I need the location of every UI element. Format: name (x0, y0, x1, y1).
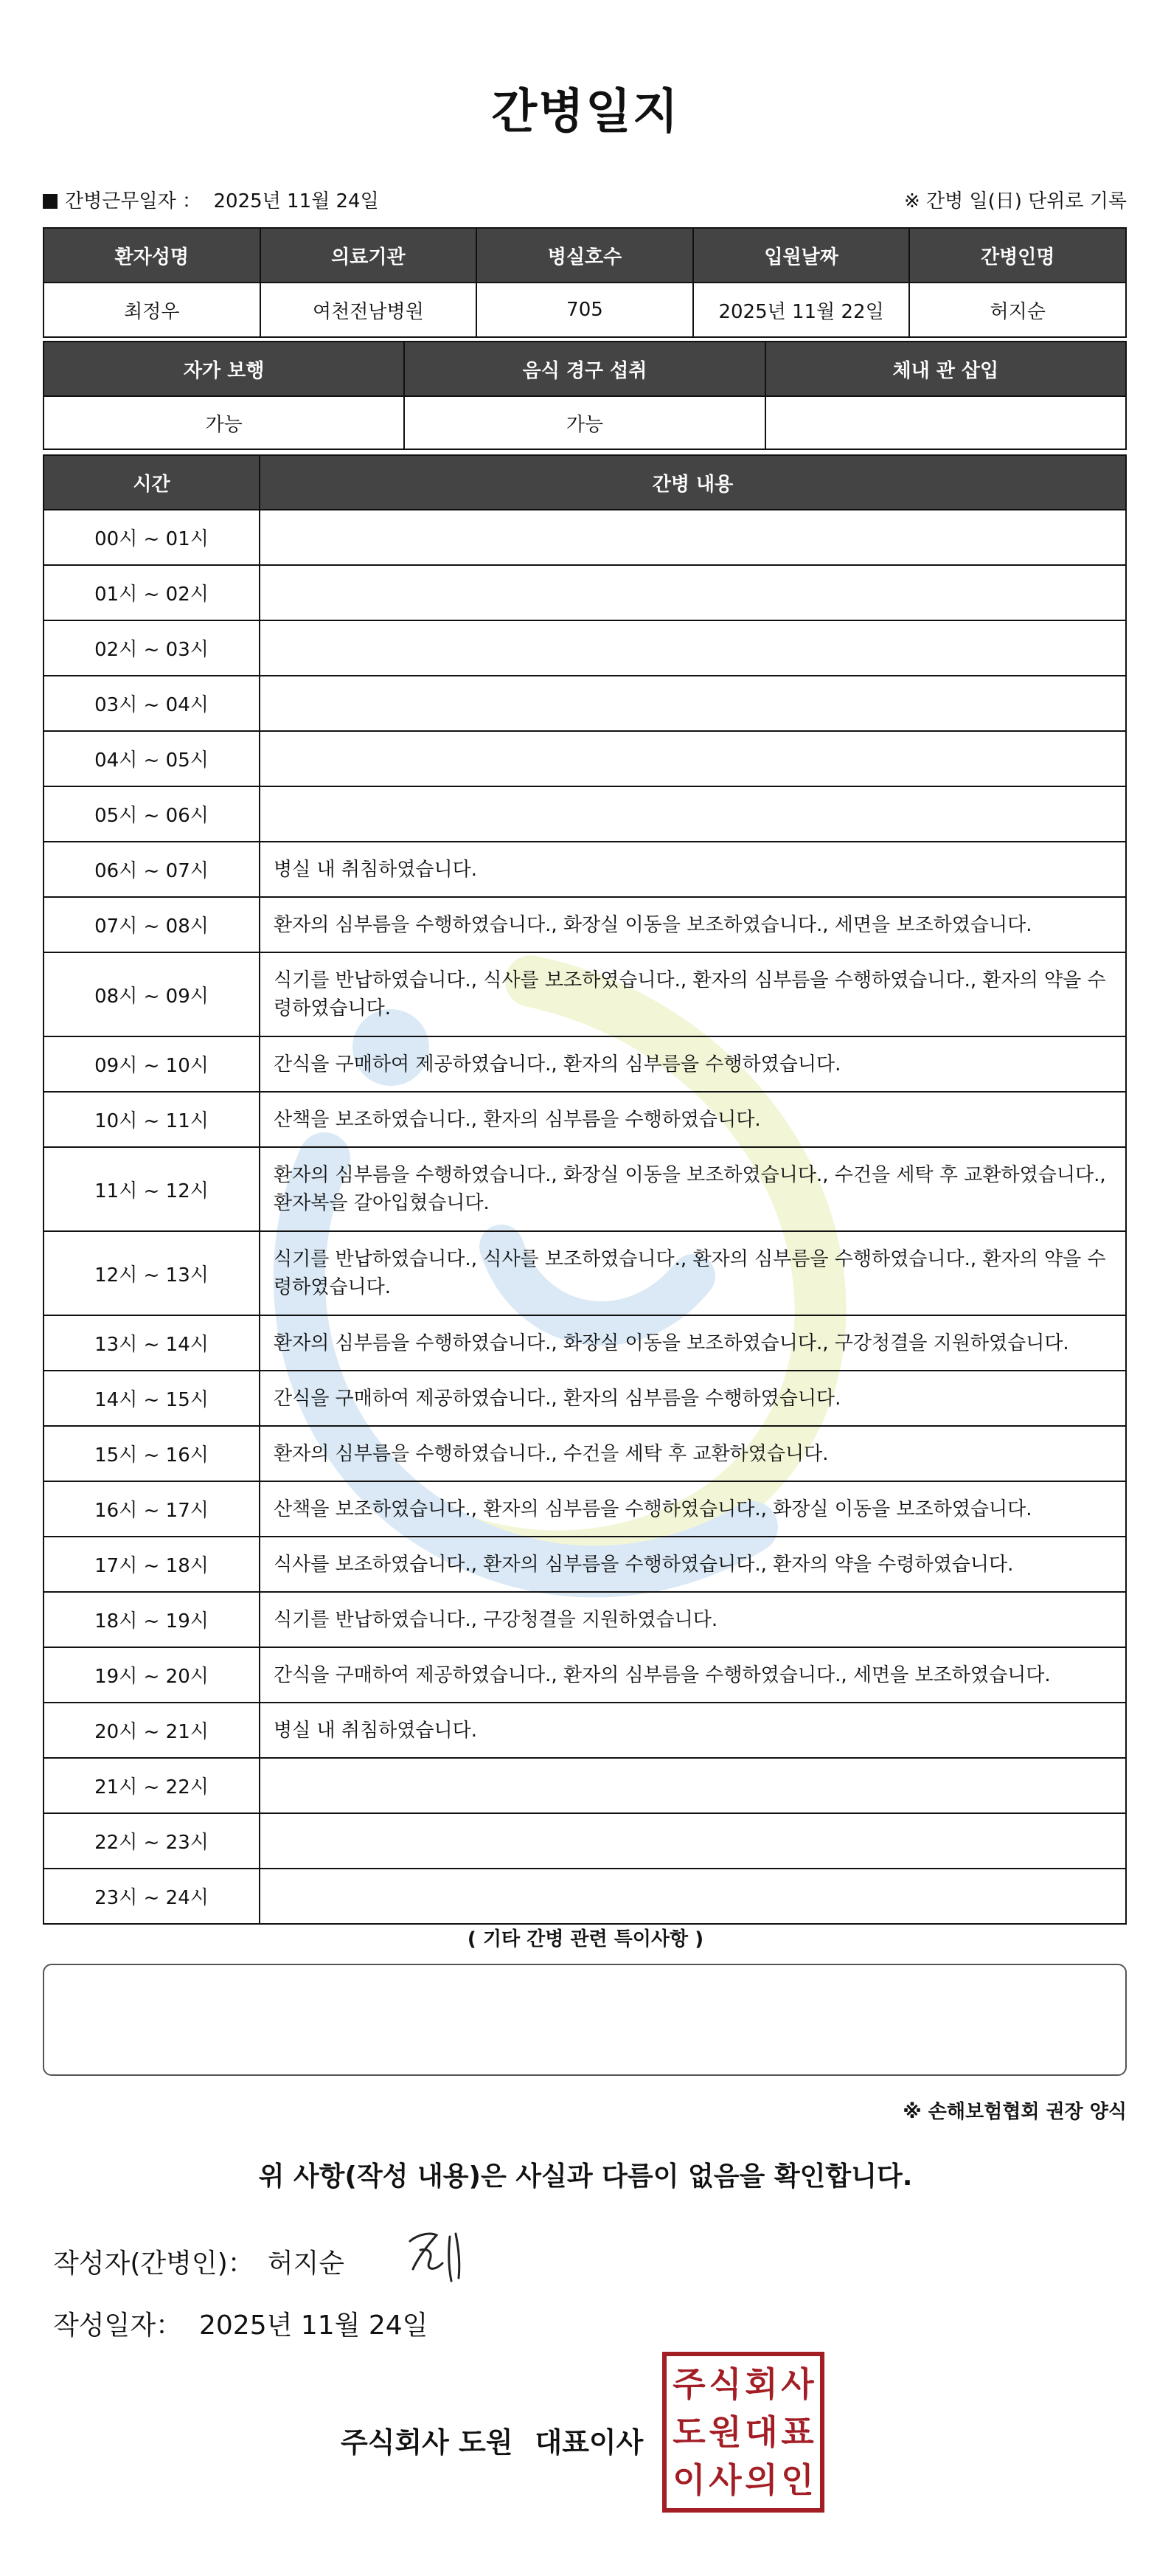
content-cell: 간식을 구매하여 제공하였습니다., 환자의 심부름을 수행하였습니다. (260, 1371, 1126, 1426)
time-cell: 23시 ~ 24시 (44, 1869, 260, 1924)
table-row (44, 731, 1126, 786)
content-cell (260, 1813, 1126, 1869)
patient-name: 최정우 (44, 283, 260, 337)
table-row (44, 1869, 1126, 1924)
header-room: 병실호수 (476, 228, 693, 283)
writer-row (53, 2243, 358, 2280)
content-cell (260, 510, 1126, 565)
time-cell: 07시 ~ 08시 (44, 897, 260, 952)
table-row (44, 565, 1126, 620)
header-care-content: 간병 내용 (260, 455, 1126, 510)
work-date-label: 간병근무일자 ： (65, 190, 201, 212)
content-cell: 환자의 심부름을 수행하였습니다., 화장실 이동을 보조하였습니다., 수건을 세탁 후 교환하였습니다., 환자복을 갈아입혔습니다. (260, 1147, 1126, 1231)
log-header-row (44, 455, 1126, 510)
writer-label: 작성자(간병인)： (53, 2248, 254, 2279)
content-cell: 식기를 반납하였습니다., 식사를 보조하였습니다., 환자의 심부름을 수행하였습니다., 환자의 약을 수령하였습니다. (260, 952, 1126, 1036)
content-cell: 산책을 보조하였습니다., 환자의 심부름을 수행하였습니다., 화장실 이동을 보조하였습니다. (260, 1481, 1126, 1537)
seal-character: 의 (745, 2459, 778, 2500)
table-row (44, 1371, 1126, 1426)
date-label: 작성일자： (53, 2310, 183, 2341)
admission-date: 2025년 11월 22일 (693, 283, 910, 337)
seal-character: 표 (781, 2411, 814, 2452)
company-line (341, 2420, 643, 2460)
table-row (44, 676, 1126, 731)
content-cell (260, 1869, 1126, 1924)
table-row (44, 1092, 1126, 1147)
seal-grid (671, 2361, 816, 2504)
header-patient-name: 환자성명 (44, 228, 260, 283)
content-cell: 식기를 반납하였습니다., 식사를 보조하였습니다., 환자의 심부름을 수행하였습니다., 환자의 약을 수령하였습니다. (260, 1231, 1126, 1315)
table-row (44, 1592, 1126, 1647)
signature-icon (404, 2226, 478, 2285)
confirm-statement: 위 사항(작성 내용)은 사실과 다름이 없음을 확인합니다. (258, 2161, 913, 2192)
time-cell: 02시 ~ 03시 (44, 620, 260, 676)
time-cell: 04시 ~ 05시 (44, 731, 260, 786)
room-number: 705 (476, 283, 693, 337)
content-cell: 산책을 보조하였습니다., 환자의 심부름을 수행하였습니다. (260, 1092, 1126, 1147)
header-caregiver: 간병인명 (909, 228, 1126, 283)
work-date (43, 186, 379, 213)
table-row (44, 510, 1126, 565)
header-tube-insertion: 체내 관 삽입 (765, 342, 1126, 396)
content-cell: 식사를 보조하였습니다., 환자의 심부름을 수행하였습니다., 환자의 약을 수령하였습니다. (260, 1537, 1126, 1592)
ability-table (43, 341, 1127, 450)
seal-character: 사 (709, 2459, 742, 2500)
content-cell: 환자의 심부름을 수행하였습니다., 화장실 이동을 보조하였습니다., 세면을 보조하였습니다. (260, 897, 1126, 952)
oral-intake-value: 가능 (404, 396, 765, 449)
content-cell: 간식을 구매하여 제공하였습니다., 환자의 심부름을 수행하였습니다. (260, 1036, 1126, 1092)
seal-character: 사 (781, 2364, 814, 2405)
time-cell: 05시 ~ 06시 (44, 786, 260, 842)
time-cell: 06시 ~ 07시 (44, 842, 260, 897)
time-cell: 03시 ~ 04시 (44, 676, 260, 731)
time-cell: 20시 ~ 21시 (44, 1703, 260, 1758)
time-cell: 22시 ~ 23시 (44, 1813, 260, 1869)
time-cell: 16시 ~ 17시 (44, 1481, 260, 1537)
table-row (44, 1315, 1126, 1371)
seal-character: 원 (709, 2411, 742, 2452)
time-cell: 12시 ~ 13시 (44, 1231, 260, 1315)
self-walking-value: 가능 (44, 396, 404, 449)
table-row (44, 897, 1126, 952)
date-row (53, 2305, 428, 2342)
square-bullet-icon (43, 194, 58, 209)
company-title: 대표이사 (535, 2426, 644, 2459)
time-cell: 01시 ~ 02시 (44, 565, 260, 620)
table-row (44, 1537, 1126, 1592)
content-cell (260, 620, 1126, 676)
date-value: 2025년 11월 24일 (199, 2310, 428, 2341)
content-cell (260, 731, 1126, 786)
table-row (44, 1813, 1126, 1869)
table-row (44, 1758, 1126, 1813)
table-row (44, 1703, 1126, 1758)
work-date-value: 2025년 11월 24일 (213, 190, 379, 212)
content-cell: 간식을 구매하여 제공하였습니다., 환자의 심부름을 수행하였습니다., 세면을 보조하였습니다. (260, 1647, 1126, 1703)
seal-character: 대 (745, 2411, 778, 2452)
tube-insertion-value (765, 396, 1126, 449)
time-cell: 00시 ~ 01시 (44, 510, 260, 565)
ability-header-row (44, 342, 1126, 396)
recommend-note: ※ 손해보험협회 권장 양식 (903, 2101, 1127, 2123)
content-cell: 환자의 심부름을 수행하였습니다., 화장실 이동을 보조하였습니다., 구강청결을 지원하였습니다. (260, 1315, 1126, 1371)
time-cell: 17시 ~ 18시 (44, 1537, 260, 1592)
table-row (44, 1426, 1126, 1481)
table-row (44, 620, 1126, 676)
content-cell (260, 565, 1126, 620)
remarks-title: ( 기타 간병 관련 특이사항 ) (467, 1928, 704, 1950)
seal-character: 회 (745, 2364, 778, 2405)
content-cell: 식기를 반납하였습니다., 구강청결을 지원하였습니다. (260, 1592, 1126, 1647)
document-title: 간병일지 (491, 85, 680, 139)
patient-info-table (43, 227, 1127, 338)
time-cell: 11시 ~ 12시 (44, 1147, 260, 1231)
seal-character: 이 (673, 2459, 706, 2500)
header-admission-date: 입원날짜 (693, 228, 910, 283)
time-cell: 10시 ~ 11시 (44, 1092, 260, 1147)
table-row (44, 1481, 1126, 1537)
table-row (44, 842, 1126, 897)
table-row (44, 1647, 1126, 1703)
content-cell (260, 1758, 1126, 1813)
table-row (44, 952, 1126, 1036)
time-cell: 15시 ~ 16시 (44, 1426, 260, 1481)
hospital: 여천전남병원 (260, 283, 477, 337)
time-cell: 14시 ~ 15시 (44, 1371, 260, 1426)
remarks-box (43, 1964, 1127, 2076)
time-cell: 09시 ~ 10시 (44, 1036, 260, 1092)
content-cell: 환자의 심부름을 수행하였습니다., 수건을 세탁 후 교환하였습니다. (260, 1426, 1126, 1481)
header-hospital: 의료기관 (260, 228, 477, 283)
table-row (44, 1147, 1126, 1231)
header-self-walking: 자가 보행 (44, 342, 404, 396)
time-cell: 13시 ~ 14시 (44, 1315, 260, 1371)
writer-name: 허지순 (267, 2248, 345, 2279)
company-name: 주식회사 도원 (341, 2426, 513, 2459)
header-oral-intake: 음식 경구 섭취 (404, 342, 765, 396)
time-cell: 18시 ~ 19시 (44, 1592, 260, 1647)
time-cell: 21시 ~ 22시 (44, 1758, 260, 1813)
seal-character: 인 (781, 2459, 814, 2500)
seal-character: 주 (673, 2364, 706, 2405)
content-cell (260, 676, 1126, 731)
table-row (44, 786, 1126, 842)
meta-row (43, 186, 1127, 218)
header-time: 시간 (44, 455, 260, 510)
time-cell: 08시 ~ 09시 (44, 952, 260, 1036)
table-row (44, 1231, 1126, 1315)
care-log-table (43, 454, 1127, 1925)
company-seal (662, 2352, 824, 2513)
content-cell: 병실 내 취침하였습니다. (260, 842, 1126, 897)
ability-value-row (44, 396, 1126, 449)
caregiver-name: 허지순 (909, 283, 1126, 337)
unit-note: ※ 간병 일(日) 단위로 기록 (903, 190, 1127, 212)
patient-info-header-row (44, 228, 1126, 283)
seal-character: 식 (709, 2364, 742, 2405)
table-row (44, 1036, 1126, 1092)
content-cell (260, 786, 1126, 842)
seal-character: 도 (673, 2411, 706, 2452)
time-cell: 19시 ~ 20시 (44, 1647, 260, 1703)
patient-info-value-row (44, 283, 1126, 337)
content-cell: 병실 내 취침하였습니다. (260, 1703, 1126, 1758)
